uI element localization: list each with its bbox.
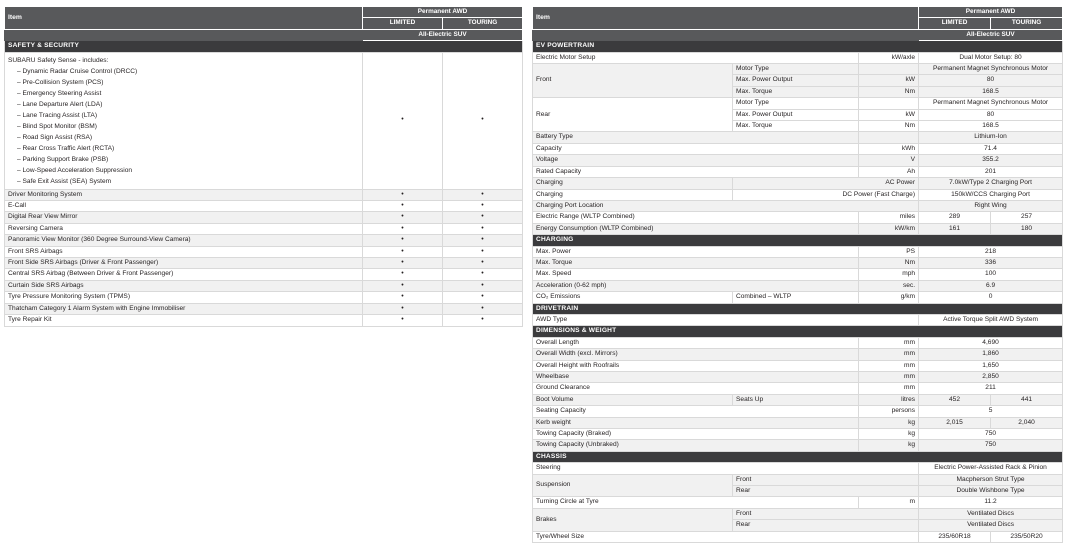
row-value: Double Wishbone Type (919, 486, 1063, 497)
row-label: Rated Capacity (533, 166, 859, 177)
row-label: Panoramic View Monitor (360 Degree Surround-View Camera) (5, 235, 363, 246)
table-row (533, 189, 1063, 200)
row-subline: – Dynamic Radar Cruise Control (DRCC) (17, 67, 138, 75)
table-row (533, 394, 1063, 405)
table-row (5, 269, 523, 280)
row-unit: kg (859, 417, 919, 428)
row-subline: – Parking Support Brake (PSB) (17, 155, 109, 163)
row-unit: kW (859, 109, 919, 120)
right-header-item: Item (533, 7, 919, 30)
left-header-trim-limited: LIMITED (363, 18, 443, 29)
row-value: 5 (919, 406, 1063, 417)
row-label: Charging (533, 189, 733, 200)
row-unit: Nm (859, 121, 919, 132)
row-value-limited: • (363, 52, 443, 189)
row-subline: – Rear Cross Traffic Alert (RCTA) (17, 144, 115, 152)
table-row (533, 178, 1063, 189)
row-label: Max. Power (533, 246, 859, 257)
row-sublabel: DC Power (Fast Charge) (733, 189, 919, 200)
row-value-limited: • (363, 201, 443, 212)
row-label: E-Call (5, 201, 363, 212)
table-row (533, 246, 1063, 257)
table-row (533, 360, 1063, 371)
right-column (532, 6, 1062, 540)
table-row (533, 463, 1063, 474)
row-sublabel: Front (733, 508, 919, 519)
table-row (533, 429, 1063, 440)
row-value-limited: • (363, 315, 443, 326)
row-unit: V (859, 155, 919, 166)
row-label: Steering (533, 463, 919, 474)
row-value-limited: • (363, 246, 443, 257)
row-value: 336 (919, 257, 1063, 268)
right-header-trim-touring: TOURING (991, 18, 1063, 29)
row-value: 80 (919, 109, 1063, 120)
row-value-touring: • (443, 315, 523, 326)
table-row (533, 257, 1063, 268)
row-label: Tyre Repair Kit (5, 315, 363, 326)
row-label: Battery Type (533, 132, 859, 143)
row-label: Kerb weight (533, 417, 859, 428)
section-title: DIMENSIONS & WEIGHT (533, 326, 1063, 337)
row-unit (859, 132, 919, 143)
table-row (533, 143, 1063, 154)
row-label: Max. Torque (533, 257, 859, 268)
row-unit: kg (859, 440, 919, 451)
row-value-touring: 257 (991, 212, 1063, 223)
table-row (533, 531, 1063, 542)
table-row (5, 223, 523, 234)
row-label: Driver Monitoring System (5, 189, 363, 200)
row-sublabel: Front (733, 474, 919, 485)
table-row (533, 440, 1063, 451)
row-value: Lithium-Ion (919, 132, 1063, 143)
row-value: 2,850 (919, 372, 1063, 383)
table-row (533, 406, 1063, 417)
row-label: Curtain Side SRS Airbags (5, 280, 363, 291)
row-value-limited: 2,015 (919, 417, 991, 428)
section-title: CHARGING (533, 235, 1063, 246)
table-row (533, 269, 1063, 280)
row-label: Suspension (533, 474, 733, 497)
row-label: Towing Capacity (Braked) (533, 429, 859, 440)
table-row (5, 212, 523, 223)
right-header-row-3 (533, 29, 1063, 40)
row-unit: Ah (859, 166, 919, 177)
row-value-limited: • (363, 235, 443, 246)
table-row (533, 212, 1063, 223)
row-label: Voltage (533, 155, 859, 166)
row-subline: – Lane Departure Alert (LDA) (17, 100, 103, 108)
section-title: DRIVETRAIN (533, 303, 1063, 314)
row-value: 150kW/CCS Charging Port (919, 189, 1063, 200)
row-value-touring: • (443, 189, 523, 200)
row-label: Front (533, 64, 733, 98)
table-row (533, 200, 1063, 211)
table-row (533, 349, 1063, 360)
table-row (5, 315, 523, 326)
row-unit: kWh (859, 143, 919, 154)
row-label: Front Side SRS Airbags (Driver & Front Passenger) (5, 258, 363, 269)
row-value-touring: 180 (991, 223, 1063, 234)
table-row (533, 166, 1063, 177)
row-value: Permanent Magnet Synchronous Motor (919, 98, 1063, 109)
row-value: 80 (919, 75, 1063, 86)
row-value-limited: • (363, 269, 443, 280)
row-value: 0 (919, 292, 1063, 303)
row-unit: miles (859, 212, 919, 223)
left-header-trim-touring: TOURING (443, 18, 523, 29)
row-label: Overall Length (533, 337, 859, 348)
table-row (533, 64, 1063, 75)
row-subline: – Lane Tracing Assist (LTA) (17, 111, 98, 119)
section-title: CHASSIS (533, 451, 1063, 462)
row-sublabel: Rear (733, 520, 919, 531)
row-unit: litres (859, 394, 919, 405)
row-unit: mm (859, 383, 919, 394)
row-subline: – Road Sign Assist (RSA) (17, 133, 93, 141)
row-value-touring: • (443, 258, 523, 269)
row-unit: g/km (859, 292, 919, 303)
row-value: 750 (919, 440, 1063, 451)
row-unit (859, 98, 919, 109)
row-sublabel: Max. Torque (733, 121, 859, 132)
row-sublabel: Max. Torque (733, 86, 859, 97)
row-label: Reversing Camera (5, 223, 363, 234)
row-unit: Nm (859, 86, 919, 97)
row-unit: mm (859, 337, 919, 348)
row-sublabel: Seats Up (733, 394, 859, 405)
row-subline: – Low-Speed Acceleration Suppression (17, 166, 133, 174)
row-value-limited: 161 (919, 223, 991, 234)
section-header-dimensions-weight (533, 326, 1063, 337)
row-unit: sec. (859, 280, 919, 291)
right-header-body: All-Electric SUV (919, 29, 1063, 40)
row-value: 355.2 (919, 155, 1063, 166)
left-column (4, 6, 522, 505)
row-sublabel: Combined – WLTP (733, 292, 859, 303)
section-header-safety-security (5, 41, 523, 52)
row-value-touring: • (443, 280, 523, 291)
row-value: 750 (919, 429, 1063, 440)
row-value-limited: • (363, 212, 443, 223)
left-header-row-1 (5, 7, 523, 18)
row-unit: kW (859, 75, 919, 86)
safety-security-table (4, 6, 523, 327)
row-value: 7.0kW/Type 2 Charging Port (919, 178, 1063, 189)
row-value: 6.9 (919, 280, 1063, 291)
row-value: Electric Power-Assisted Rack & Pinion (919, 463, 1063, 474)
row-value-touring: • (443, 269, 523, 280)
row-unit: Nm (859, 257, 919, 268)
table-row (5, 52, 523, 189)
row-unit: PS (859, 246, 919, 257)
table-row (5, 292, 523, 303)
row-label: Wheelbase (533, 372, 859, 383)
row-label (5, 52, 363, 189)
row-label: Turning Circle at Tyre (533, 497, 859, 508)
row-label: CO₂ Emissions (533, 292, 733, 303)
table-row (5, 303, 523, 314)
row-sublabel: Motor Type (733, 98, 859, 109)
row-value: 168.5 (919, 121, 1063, 132)
row-unit: mm (859, 360, 919, 371)
row-value: Ventilated Discs (919, 508, 1063, 519)
row-value: 11.2 (919, 497, 1063, 508)
table-row (533, 155, 1063, 166)
left-header-row-3 (5, 29, 523, 40)
row-label: Towing Capacity (Unbraked) (533, 440, 859, 451)
row-value-touring: 2,040 (991, 417, 1063, 428)
table-row (533, 337, 1063, 348)
table-row (5, 189, 523, 200)
row-label: Tyre Pressure Monitoring System (TPMS) (5, 292, 363, 303)
table-row (5, 280, 523, 291)
row-value: Active Torque Split AWD System (919, 314, 1063, 325)
row-value-touring: • (443, 223, 523, 234)
row-unit: mph (859, 269, 919, 280)
section-header-drivetrain (533, 303, 1063, 314)
right-header-row-1 (533, 7, 1063, 18)
row-label: Tyre/Wheel Size (533, 531, 919, 542)
row-value-touring: • (443, 212, 523, 223)
row-unit: persons (859, 406, 919, 417)
row-value: Dual Motor Setup: 80 (919, 52, 1063, 63)
row-value-touring: • (443, 292, 523, 303)
row-value-limited: • (363, 258, 443, 269)
table-row (533, 292, 1063, 303)
table-row (533, 497, 1063, 508)
section-header-chassis (533, 451, 1063, 462)
row-label: Overall Width (excl. Mirrors) (533, 349, 859, 360)
row-value-limited: • (363, 223, 443, 234)
row-label: Electric Motor Setup (533, 52, 859, 63)
row-label: Front SRS Airbags (5, 246, 363, 257)
row-value: 168.5 (919, 86, 1063, 97)
row-subline: – Safe Exit Assist (SEA) System (17, 177, 112, 185)
table-row (5, 235, 523, 246)
row-unit (859, 64, 919, 75)
section-title: EV POWERTRAIN (533, 41, 1063, 52)
row-value: Permanent Magnet Synchronous Motor (919, 64, 1063, 75)
row-subline: – Pre-Collision System (PCS) (17, 78, 104, 86)
row-value-touring: 235/50R20 (991, 531, 1063, 542)
row-label: Energy Consumption (WLTP Combined) (533, 223, 859, 234)
table-row (533, 474, 1063, 485)
row-sublabel: Motor Type (733, 64, 859, 75)
row-label: Thatcham Category 1 Alarm System with Engine Immobiliser (5, 303, 363, 314)
section-header-ev-powertrain (533, 41, 1063, 52)
table-row (533, 280, 1063, 291)
left-header-item: Item (5, 7, 363, 30)
row-sublabel: Rear (733, 486, 919, 497)
row-subline: – Blind Spot Monitor (BSM) (17, 122, 97, 130)
table-row (533, 98, 1063, 109)
row-value-touring: • (443, 246, 523, 257)
row-label: Rear (533, 98, 733, 132)
row-unit: mm (859, 349, 919, 360)
row-value: 1,650 (919, 360, 1063, 371)
table-row (533, 223, 1063, 234)
row-label: Ground Clearance (533, 383, 859, 394)
row-sublabel: Max. Power Output (733, 109, 859, 120)
table-row (5, 201, 523, 212)
table-row (533, 314, 1063, 325)
row-label: Charging (533, 178, 733, 189)
row-value-touring: • (443, 235, 523, 246)
row-value-touring: • (443, 201, 523, 212)
row-sublabel: AC Power (733, 178, 919, 189)
row-label-main: SUBARU Safety Sense - includes: (8, 56, 109, 64)
row-sublabel: Max. Power Output (733, 75, 859, 86)
table-row (5, 258, 523, 269)
row-value: Macpherson Strut Type (919, 474, 1063, 485)
row-unit: m (859, 497, 919, 508)
row-value: 211 (919, 383, 1063, 394)
row-label: Capacity (533, 143, 859, 154)
table-row (5, 246, 523, 257)
left-header-drivetrain: Permanent AWD (363, 7, 523, 18)
table-row (533, 52, 1063, 63)
row-value: 218 (919, 246, 1063, 257)
row-subline: – Emergency Steering Assist (17, 89, 102, 97)
table-row (533, 508, 1063, 519)
section-title: SAFETY & SECURITY (5, 41, 523, 52)
row-value: 4,690 (919, 337, 1063, 348)
row-value-limited: • (363, 303, 443, 314)
row-label: Brakes (533, 508, 733, 531)
row-label: Electric Range (WLTP Combined) (533, 212, 859, 223)
row-value: 100 (919, 269, 1063, 280)
right-header-trim-limited: LIMITED (919, 18, 991, 29)
row-unit: kg (859, 429, 919, 440)
row-value: Ventilated Discs (919, 520, 1063, 531)
technical-specification-table (532, 6, 1063, 543)
row-value-touring: • (443, 52, 523, 189)
row-label: Seating Capacity (533, 406, 859, 417)
row-unit: mm (859, 372, 919, 383)
row-value-limited: • (363, 189, 443, 200)
row-value: 201 (919, 166, 1063, 177)
row-unit: kW/axle (859, 52, 919, 63)
row-label: Digital Rear View Mirror (5, 212, 363, 223)
section-header-charging (533, 235, 1063, 246)
table-row (533, 372, 1063, 383)
row-label: AWD Type (533, 314, 919, 325)
table-row (533, 132, 1063, 143)
row-value-touring: • (443, 303, 523, 314)
row-value-limited: 289 (919, 212, 991, 223)
right-header-drivetrain: Permanent AWD (919, 7, 1063, 18)
row-unit: kW/km (859, 223, 919, 234)
row-label: Acceleration (0-62 mph) (533, 280, 859, 291)
row-value-limited: 235/60R18 (919, 531, 991, 542)
row-label: Max. Speed (533, 269, 859, 280)
row-value-limited: • (363, 280, 443, 291)
table-row (533, 383, 1063, 394)
row-value-limited: 452 (919, 394, 991, 405)
row-label: Charging Port Location (533, 200, 919, 211)
row-label: Boot Volume (533, 394, 733, 405)
row-value: Right Wing (919, 200, 1063, 211)
row-value-touring: 441 (991, 394, 1063, 405)
row-value: 71.4 (919, 143, 1063, 154)
table-row (533, 417, 1063, 428)
row-label: Central SRS Airbag (Between Driver & Front Passenger) (5, 269, 363, 280)
left-header-body: All-Electric SUV (363, 29, 523, 40)
row-label: Overall Height with Roofrails (533, 360, 859, 371)
row-value-limited: • (363, 292, 443, 303)
row-value: 1,860 (919, 349, 1063, 360)
